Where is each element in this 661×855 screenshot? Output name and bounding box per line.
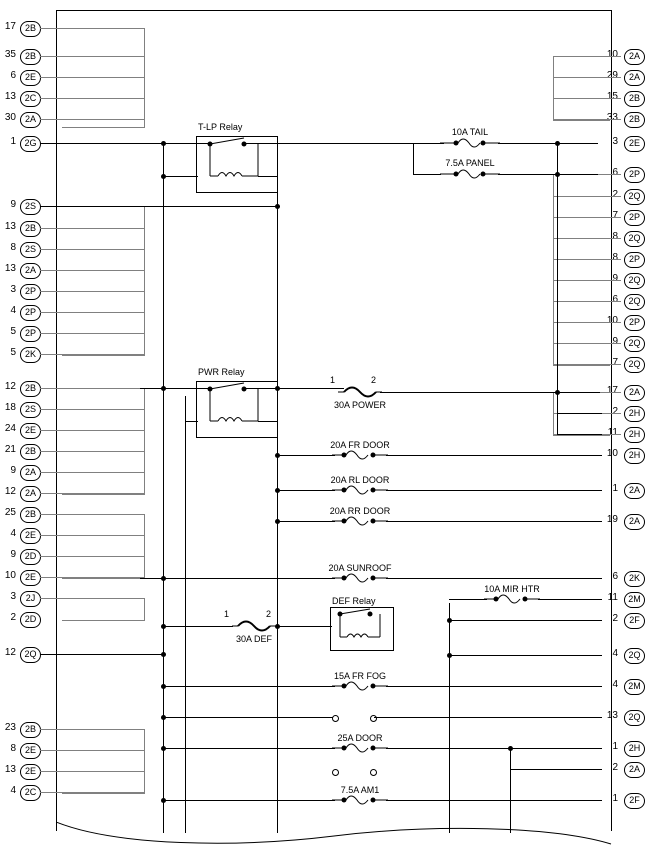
fuse-label-10a-tail: 10A TAIL: [451, 127, 489, 137]
wire-panel-out: [498, 174, 598, 175]
pin-number: 9: [612, 273, 618, 284]
fuse-10a-tail: [440, 136, 500, 150]
junction-dot: [161, 576, 166, 581]
connector-badge[interactable]: 2C: [20, 91, 41, 107]
pin-number: 10: [4, 570, 16, 581]
bus-vertical-def: [449, 603, 450, 833]
wire-right-stub: [553, 217, 621, 218]
wire-right-stub: [553, 364, 621, 365]
fuse-label-15a-fr-fog: 15A FR FOG: [333, 671, 386, 681]
fuse-30a-def: [232, 619, 276, 633]
wire-left-stub: [40, 451, 145, 452]
wire-def-relay-out: [277, 626, 332, 627]
connector-badge[interactable]: 2H: [624, 448, 645, 464]
open-terminal: [370, 769, 377, 776]
pin-number: 9: [10, 199, 16, 210]
relay-label-tlp: T-LP Relay: [198, 122, 243, 132]
wire-rldoor-out: [386, 490, 602, 491]
junction-dot: [555, 141, 560, 146]
connector-badge[interactable]: 2S: [20, 242, 41, 258]
pin-number: 29: [606, 70, 618, 81]
pin-number: 1: [612, 793, 618, 804]
connector-badge[interactable]: 2P: [624, 210, 645, 226]
pin-number: 11: [607, 592, 618, 603]
bus-vertical-door: [510, 748, 511, 833]
junction-dot: [275, 453, 280, 458]
junction-dot: [447, 653, 452, 658]
wire-frfog-out: [386, 686, 602, 687]
connector-badge[interactable]: 2A: [20, 112, 41, 128]
connector-badge[interactable]: 2A: [20, 486, 41, 502]
junction-dot: [275, 488, 280, 493]
wire-rrdoor-in: [277, 521, 335, 522]
wire-left-stub: [40, 430, 145, 431]
wire-left-stub: [40, 98, 145, 99]
wire-left-stub: [40, 249, 145, 250]
wire-left-stub: [40, 472, 145, 473]
connector-badge[interactable]: 2Q: [624, 273, 645, 289]
pin-number: 9: [10, 549, 16, 560]
connector-badge[interactable]: 2P: [624, 315, 645, 331]
wire-left-stub: [40, 56, 145, 57]
junction-dot: [275, 624, 280, 629]
connector-badge[interactable]: 2C: [20, 785, 41, 801]
pin-number: 18: [4, 402, 16, 413]
wire-left-stub: [40, 493, 145, 494]
connector-badge[interactable]: 2A: [624, 762, 645, 778]
connector-badge[interactable]: 2B: [20, 221, 41, 237]
wire-2h-11: [557, 434, 602, 435]
wire-2f-2: [449, 620, 602, 621]
wire-left-stub: [40, 577, 145, 578]
connector-badge[interactable]: 2E: [20, 743, 41, 759]
wire-left-stub: [40, 312, 145, 313]
pin-number: 33: [606, 112, 618, 123]
wire-left-stub: [40, 771, 145, 772]
pin-number: 1: [10, 136, 16, 147]
wire-pwr-in: [140, 388, 210, 389]
junction-dot: [161, 746, 166, 751]
wire-right-stub: [553, 280, 621, 281]
connector-badge[interactable]: 2H: [624, 406, 645, 422]
wire-power-out: [380, 392, 600, 393]
fuse-label-20a-rr-door: 20A RR DOOR: [329, 506, 391, 516]
wire-left-stub: [40, 598, 145, 599]
wire-def-in: [163, 626, 233, 627]
pin-number: 17: [606, 385, 618, 396]
connector-badge[interactable]: 2E: [624, 136, 645, 152]
wire-tlp-coil-left: [163, 176, 198, 177]
junction-dot: [161, 174, 166, 179]
pin-number: 17: [4, 21, 16, 32]
wire-tlp-out: [244, 143, 444, 144]
wire-right-stub: [553, 238, 621, 239]
connector-badge[interactable]: 2Q: [624, 189, 645, 205]
pin-number: 8: [612, 231, 618, 242]
fuse-label-75a-panel: 7.5A PANEL: [445, 158, 495, 168]
wire-right-stub: [553, 301, 621, 302]
connector-badge[interactable]: 2K: [624, 571, 645, 587]
wire-left-stub: [40, 119, 145, 120]
wire-sunroof-out: [386, 578, 602, 579]
pin-number: 5: [10, 347, 16, 358]
wire-frdoor-in: [277, 455, 335, 456]
connector-badge[interactable]: 2B: [624, 112, 645, 128]
connector-badge[interactable]: 2A: [624, 70, 645, 86]
right-bus-group: [553, 392, 610, 436]
fuse-30a-power: [338, 385, 382, 399]
wire-right-stub: [553, 196, 621, 197]
relay-def-internals: [330, 607, 392, 649]
connector-badge[interactable]: 2B: [20, 21, 41, 37]
wire-left-stub: [40, 270, 145, 271]
pin-number: 10: [606, 448, 618, 459]
connector-badge[interactable]: 2J: [20, 591, 41, 607]
pin-number: 6: [612, 571, 618, 582]
connector-badge[interactable]: 2P: [624, 167, 645, 183]
pin-number: 2: [612, 613, 618, 624]
junction-dot: [161, 684, 166, 689]
pin-number: 21: [4, 444, 16, 455]
fuse-label-30a-power: 30A POWER: [333, 400, 387, 410]
fuse-20a-sunroof: [332, 571, 388, 585]
connector-badge[interactable]: 2B: [20, 49, 41, 65]
connector-badge[interactable]: 2P: [20, 326, 41, 342]
connector-badge[interactable]: 2S: [20, 402, 41, 418]
junction-dot: [161, 141, 166, 146]
relay-label-pwr: PWR Relay: [198, 367, 245, 377]
wire-2h-2: [557, 413, 602, 414]
junction-dot: [161, 715, 166, 720]
connector-badge[interactable]: 2B: [20, 722, 41, 738]
bus-vertical-pwr: [277, 174, 278, 833]
wire-frfog-in: [163, 686, 335, 687]
fuse-label-30a-def: 30A DEF: [235, 634, 273, 644]
wire-pwr-coil-left: [185, 421, 198, 422]
connector-badge[interactable]: 2E: [20, 70, 41, 86]
wire-mirhtr-in: [449, 599, 487, 600]
connector-badge[interactable]: 2Q: [20, 647, 41, 663]
connector-badge[interactable]: 2P: [624, 252, 645, 268]
pin-number: 25: [4, 507, 16, 518]
wire-2q-4: [449, 655, 602, 656]
wire-pwr-coil-right: [258, 421, 278, 422]
pin-number: 2: [10, 612, 16, 623]
junction-dot: [161, 624, 166, 629]
pin-number: 12: [4, 647, 16, 658]
connector-badge[interactable]: 2P: [20, 305, 41, 321]
connector-badge[interactable]: 2B: [20, 507, 41, 523]
wire-door-in: [163, 748, 335, 749]
pin-number: 2: [612, 762, 618, 773]
open-terminal: [332, 769, 339, 776]
junction-dot: [275, 519, 280, 524]
connector-badge[interactable]: 2F: [624, 793, 645, 809]
pin-number: 8: [10, 242, 16, 253]
fuse-20a-rl-door: [332, 483, 388, 497]
pin-number: 15: [606, 91, 618, 102]
junction-dot: [161, 386, 166, 391]
fuse-20a-rr-door: [332, 514, 388, 528]
connector-badge[interactable]: 2F: [624, 613, 645, 629]
pin-number: 5: [10, 326, 16, 337]
wire-panel-in: [413, 174, 441, 175]
pin-number: 4: [612, 648, 618, 659]
wire-left-stub: [40, 291, 145, 292]
fuse-label-75a-am1: 7.5A AM1: [340, 785, 380, 795]
pin-number: 12: [4, 381, 16, 392]
connector-badge[interactable]: 2D: [20, 549, 41, 565]
wire-left-stub: [40, 77, 145, 78]
connector-badge[interactable]: 2Q: [624, 231, 645, 247]
wire-pwr-out: [244, 388, 344, 389]
wire-panel-feed: [413, 143, 414, 174]
connector-badge[interactable]: 2A: [624, 49, 645, 65]
pin-number: 1: [612, 483, 618, 494]
connector-badge[interactable]: 2B: [20, 381, 41, 397]
connector-badge[interactable]: 2H: [624, 741, 645, 757]
left-bus-group: [62, 28, 145, 128]
fuse-15a-fr-fog: [332, 679, 388, 693]
pin-number: 3: [10, 284, 16, 295]
wire-am1-out: [386, 800, 602, 801]
connector-badge[interactable]: 2K: [20, 347, 41, 363]
junction-dot: [555, 172, 560, 177]
wire-right-stub: [553, 259, 621, 260]
wire-2s-to-bus: [40, 206, 280, 207]
connector-badge[interactable]: 2Q: [624, 710, 645, 726]
junction-dot: [161, 798, 166, 803]
wire-door-out: [386, 748, 602, 749]
pin-number: 9: [10, 465, 16, 476]
wire-open-left: [163, 717, 333, 718]
wire-right-stub: [553, 322, 621, 323]
connector-badge[interactable]: 2Q: [624, 357, 645, 373]
right-bus-group: [553, 56, 610, 121]
wire-left-stub: [40, 750, 145, 751]
wire-right-stub: [553, 343, 621, 344]
connector-badge[interactable]: 2Q: [624, 648, 645, 664]
connector-badge[interactable]: 2D: [20, 612, 41, 628]
relay-tlp-internals: [196, 136, 276, 191]
pin-number: 30: [4, 112, 16, 123]
connector-badge[interactable]: 2A: [624, 483, 645, 499]
connector-badge[interactable]: 2H: [624, 427, 645, 443]
wire-tlp-in: [40, 143, 210, 144]
fuse-terminal-2: 2: [371, 375, 377, 385]
fuse-terminal-1: 1: [224, 609, 230, 619]
pin-number: 7: [612, 357, 618, 368]
wire-left-stub: [40, 535, 145, 536]
pin-number: 6: [612, 167, 618, 178]
right-bus-group: [553, 174, 610, 366]
fuse-terminal-1: 1: [330, 375, 336, 385]
pin-number: 2: [612, 406, 618, 417]
junction-dot: [508, 746, 513, 751]
fuse-label-20a-fr-door: 20A FR DOOR: [330, 440, 390, 450]
left-bus-group: [62, 729, 145, 794]
left-bus-group: [62, 598, 145, 621]
connector-badge[interactable]: 2A: [624, 514, 645, 530]
enclosure-bottom-wave: [56, 822, 612, 852]
fuse-label-25a-door: 25A DOOR: [337, 733, 383, 743]
fuse-10a-mir-htr: [484, 592, 540, 606]
junction-dot: [161, 652, 166, 657]
pin-number: 13: [4, 221, 16, 232]
left-bus-group: [62, 388, 145, 495]
wire-right-stub: [553, 77, 621, 78]
connector-badge[interactable]: 2B: [624, 91, 645, 107]
wire-right-stub: [553, 56, 621, 57]
wire-left-stub: [40, 388, 145, 389]
pin-number: 19: [606, 514, 618, 525]
pin-number: 24: [4, 423, 16, 434]
pin-number: 10: [606, 315, 618, 326]
connector-badge[interactable]: 2P: [20, 284, 41, 300]
bus-vertical-tlp: [185, 396, 186, 833]
pin-number: 9: [612, 336, 618, 347]
connector-badge[interactable]: 2E: [20, 764, 41, 780]
pin-number: 4: [10, 528, 16, 539]
connector-badge[interactable]: 2E: [20, 423, 41, 439]
wire-left-stub: [40, 556, 145, 557]
wire-am1-in: [163, 800, 335, 801]
junction-dot: [447, 618, 452, 623]
fuse-terminal-2: 2: [266, 609, 272, 619]
open-terminal: [332, 715, 339, 722]
fuse-75a-panel: [440, 167, 500, 181]
wire-left-stub: [40, 333, 145, 334]
connector-badge[interactable]: 2E: [20, 570, 41, 586]
fuse-label-10a-mir-htr: 10A MIR HTR: [484, 584, 540, 594]
connector-badge[interactable]: 2M: [624, 592, 645, 608]
wire-right-stub: [553, 98, 621, 99]
fuse-label-20a-rl-door: 20A RL DOOR: [330, 475, 390, 485]
wire-rldoor-in: [277, 490, 335, 491]
wire-open-right: [374, 717, 602, 718]
pin-number: 13: [4, 263, 16, 274]
pin-number: 2: [612, 189, 618, 200]
pin-number: 3: [612, 136, 618, 147]
wire-rrdoor-out: [386, 521, 602, 522]
wire-left-stub: [40, 354, 145, 355]
pin-number: 13: [4, 91, 16, 102]
connector-badge[interactable]: 2G: [20, 136, 41, 152]
pin-number: 35: [4, 49, 16, 60]
connector-badge[interactable]: 2A: [20, 263, 41, 279]
pin-number: 4: [612, 679, 618, 690]
fuse-25a-door: [332, 741, 388, 755]
pin-number: 6: [10, 70, 16, 81]
pin-number: 8: [612, 252, 618, 263]
connector-badge[interactable]: 2Q: [624, 294, 645, 310]
bus-vertical-main: [163, 143, 164, 833]
wire-left-stub: [40, 792, 145, 793]
connector-badge[interactable]: 2M: [624, 679, 645, 695]
junction-dot: [275, 386, 280, 391]
fuse-label-20a-sunroof: 20A SUNROOF: [328, 563, 392, 573]
pin-number: 3: [10, 591, 16, 602]
wire-mirhtr-out: [538, 599, 602, 600]
connector-badge[interactable]: 2S: [20, 199, 41, 215]
relay-label-def: DEF Relay: [332, 596, 376, 606]
wire-left-stub: [40, 729, 145, 730]
wire-left-stub: [40, 514, 145, 515]
pin-number: 4: [10, 305, 16, 316]
pin-number: 23: [4, 722, 16, 733]
wire-frdoor-out: [386, 455, 602, 456]
connector-badge[interactable]: 2E: [20, 528, 41, 544]
relay-pwr-internals: [196, 381, 276, 436]
pin-number: 1: [612, 741, 618, 752]
connector-badge[interactable]: 2B: [20, 444, 41, 460]
wire-2q-12: [40, 654, 165, 655]
wire-tail-out: [498, 143, 598, 144]
pin-number: 11: [607, 427, 618, 438]
wire-right-stub: [553, 119, 621, 120]
wire-2a-2: [510, 769, 602, 770]
left-bus-group: [62, 514, 145, 579]
junction-dot: [555, 390, 560, 395]
pin-number: 13: [4, 764, 16, 775]
fuse-20a-fr-door: [332, 448, 388, 462]
pin-number: 4: [10, 785, 16, 796]
pin-number: 8: [10, 743, 16, 754]
wire-sunroof-in: [140, 578, 335, 579]
pin-number: 10: [606, 49, 618, 60]
pin-number: 7: [612, 210, 618, 221]
wire-left-stub: [40, 28, 145, 29]
pin-number: 12: [4, 486, 16, 497]
connector-badge[interactable]: 2A: [20, 465, 41, 481]
fuse-75a-am1: [332, 793, 388, 807]
connector-badge[interactable]: 2Q: [624, 336, 645, 352]
wire-tlp-coil-right: [258, 176, 278, 177]
wire-left-stub: [40, 228, 145, 229]
pin-number: 6: [612, 294, 618, 305]
pin-number: 13: [606, 710, 618, 721]
connector-badge[interactable]: 2A: [624, 385, 645, 401]
wire-left-stub: [40, 409, 145, 410]
